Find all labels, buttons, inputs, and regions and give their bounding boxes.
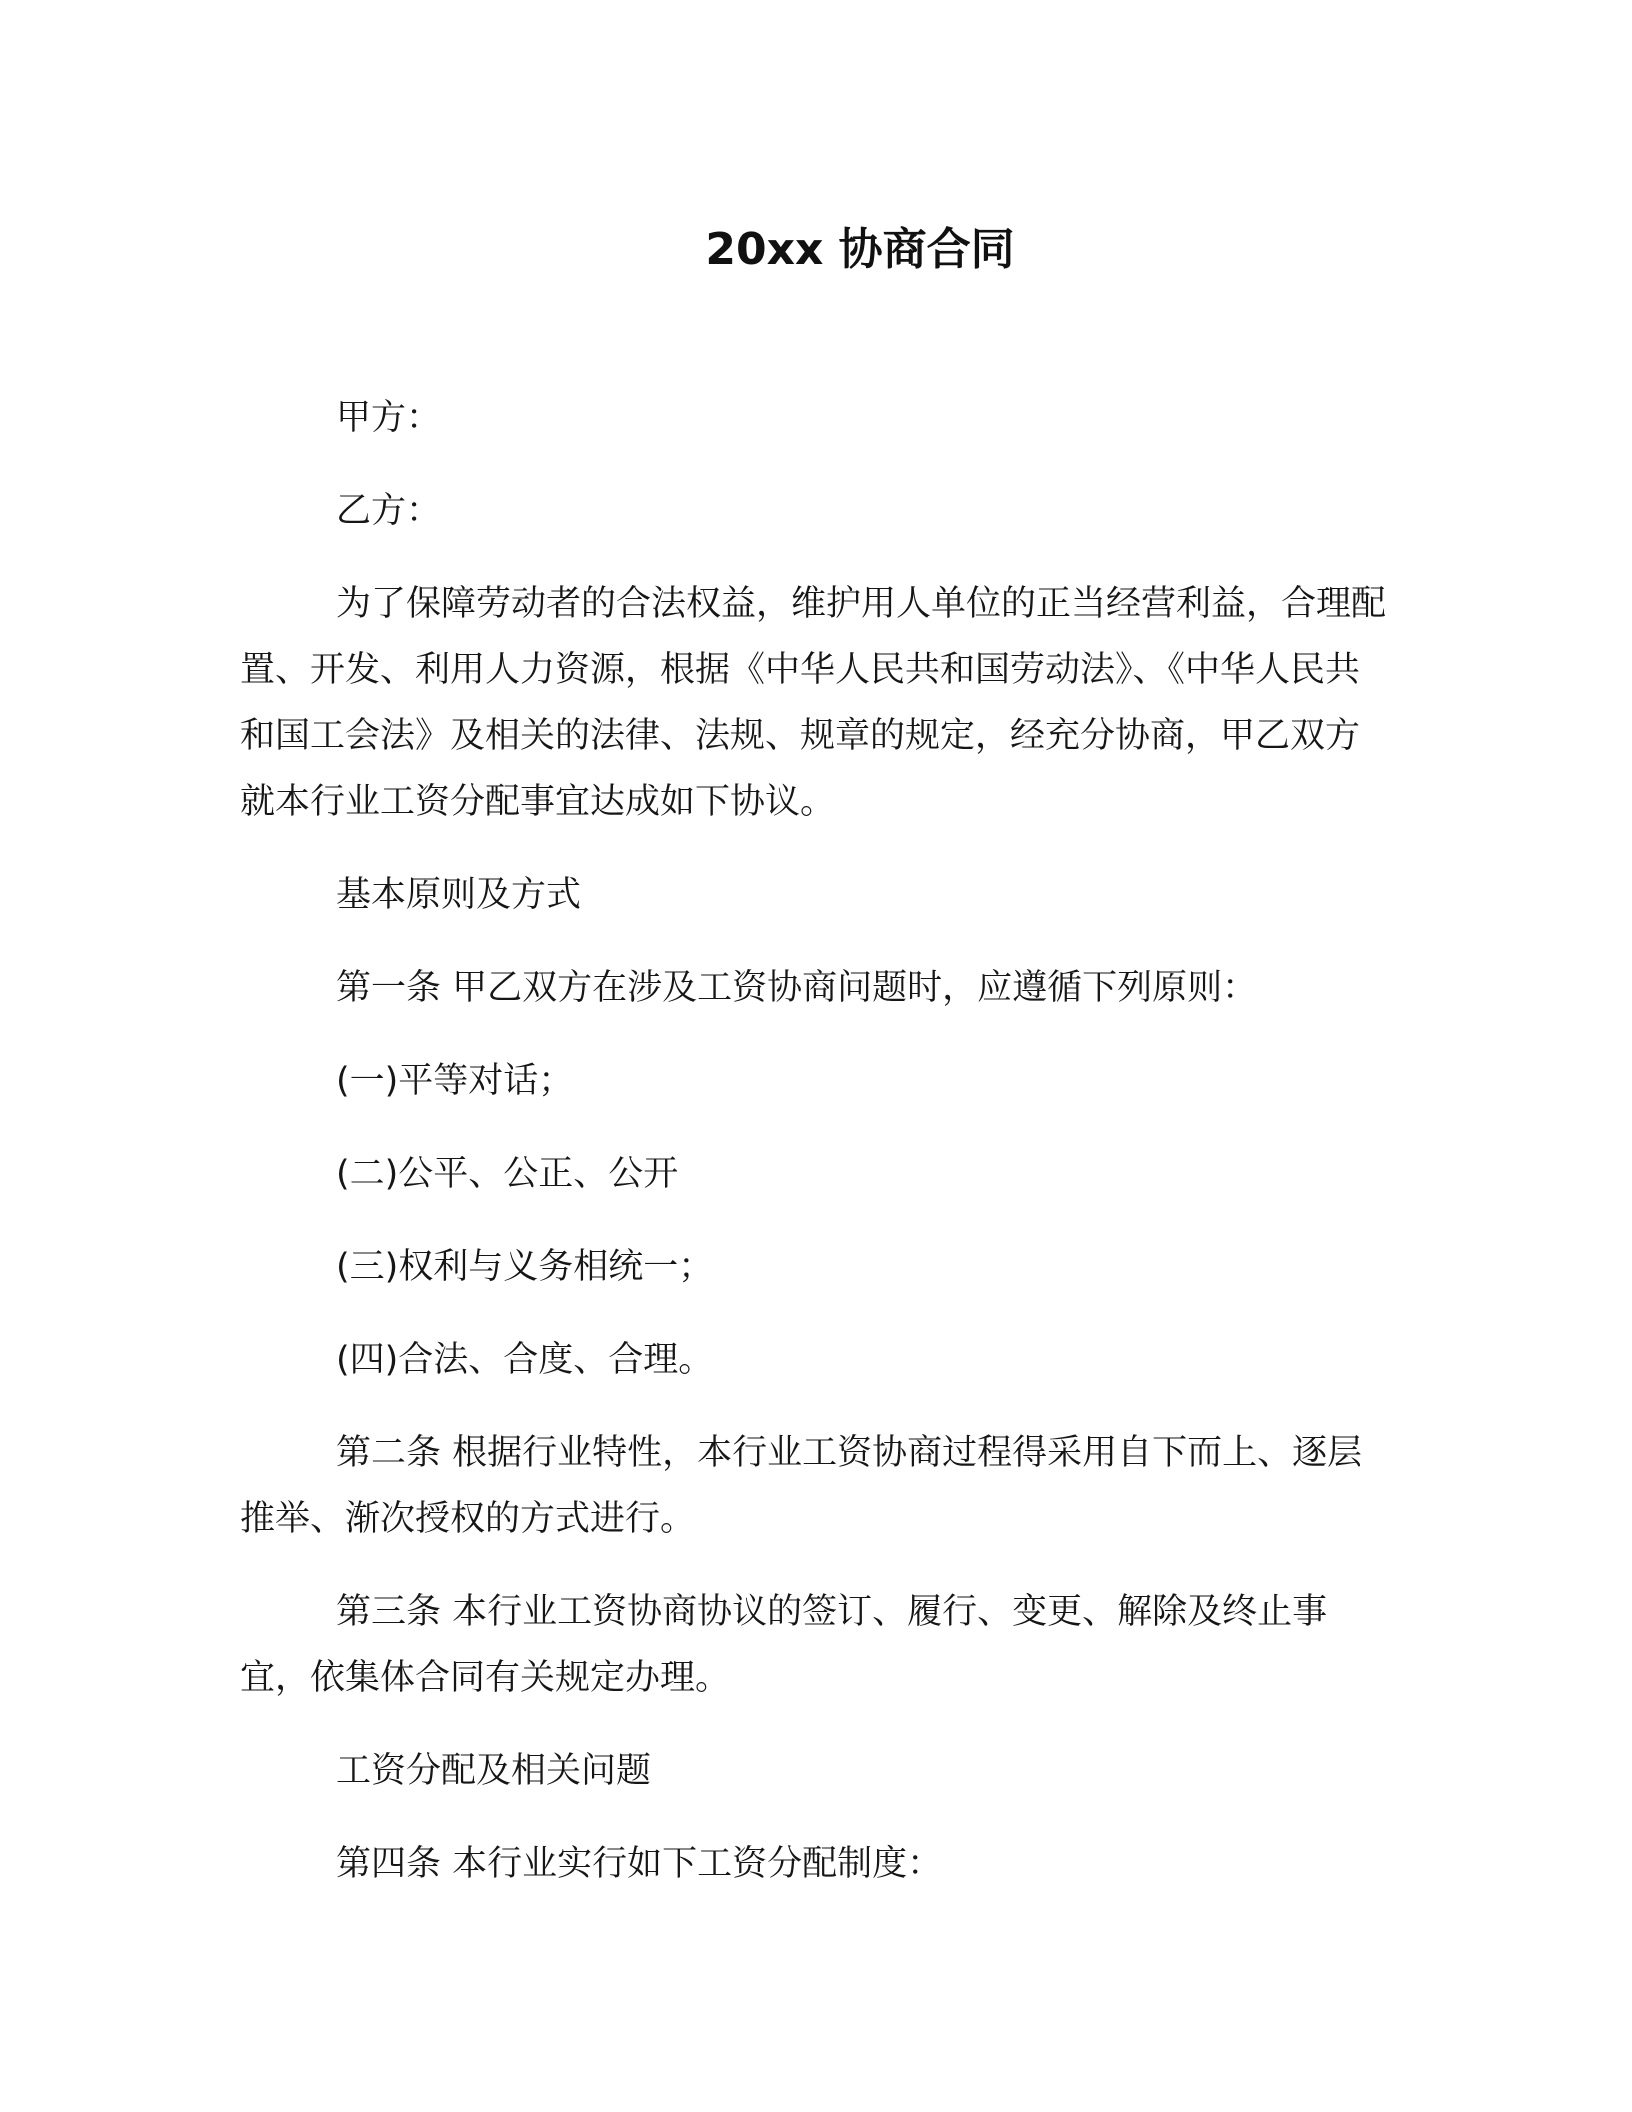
section-heading-basic-principles: 基本原则及方式 (336, 875, 582, 915)
party-b-line: 乙方： (336, 491, 442, 531)
principle-item-1: (一)平等对话； (336, 1061, 574, 1101)
principle-item-4: (四)合法、合度、合理。 (336, 1340, 714, 1380)
principle-item-3: (三)权利与义务相统一； (336, 1247, 714, 1287)
article-1: 第一条 甲乙双方在涉及工资协商问题时，应遵循下列原则： (336, 968, 1258, 1008)
section-heading-wage-distribution: 工资分配及相关问题 (336, 1751, 652, 1791)
document-title: 20xx 协商合同 (705, 224, 1015, 275)
article-2: 第二条 根据行业特性，本行业工资协商过程得采用自下而上、逐层推举、渐次授权的方式进行。 (240, 1433, 1363, 1539)
principle-item-2: (二)公平、公正、公开 (336, 1154, 679, 1194)
document-body (240, 385, 1392, 1924)
article-3: 第三条 本行业工资协商协议的签订、履行、变更、解除及终止事宜，依集体合同有关规定办理。 (240, 1592, 1328, 1698)
preamble-paragraph: 为了保障劳动者的合法权益，维护用人单位的正当经营利益，合理配置、开发、利用人力资源，根据《中华人民共和国劳动法》、《中华人民共和国工会法》及相关的法律、法规、规章的规定，经充分协商，甲乙双方就本行业工资分配事宜达成如下协议。 (240, 584, 1387, 822)
article-4: 第四条 本行业实行如下工资分配制度： (336, 1844, 943, 1884)
party-a-line: 甲方： (336, 398, 442, 438)
